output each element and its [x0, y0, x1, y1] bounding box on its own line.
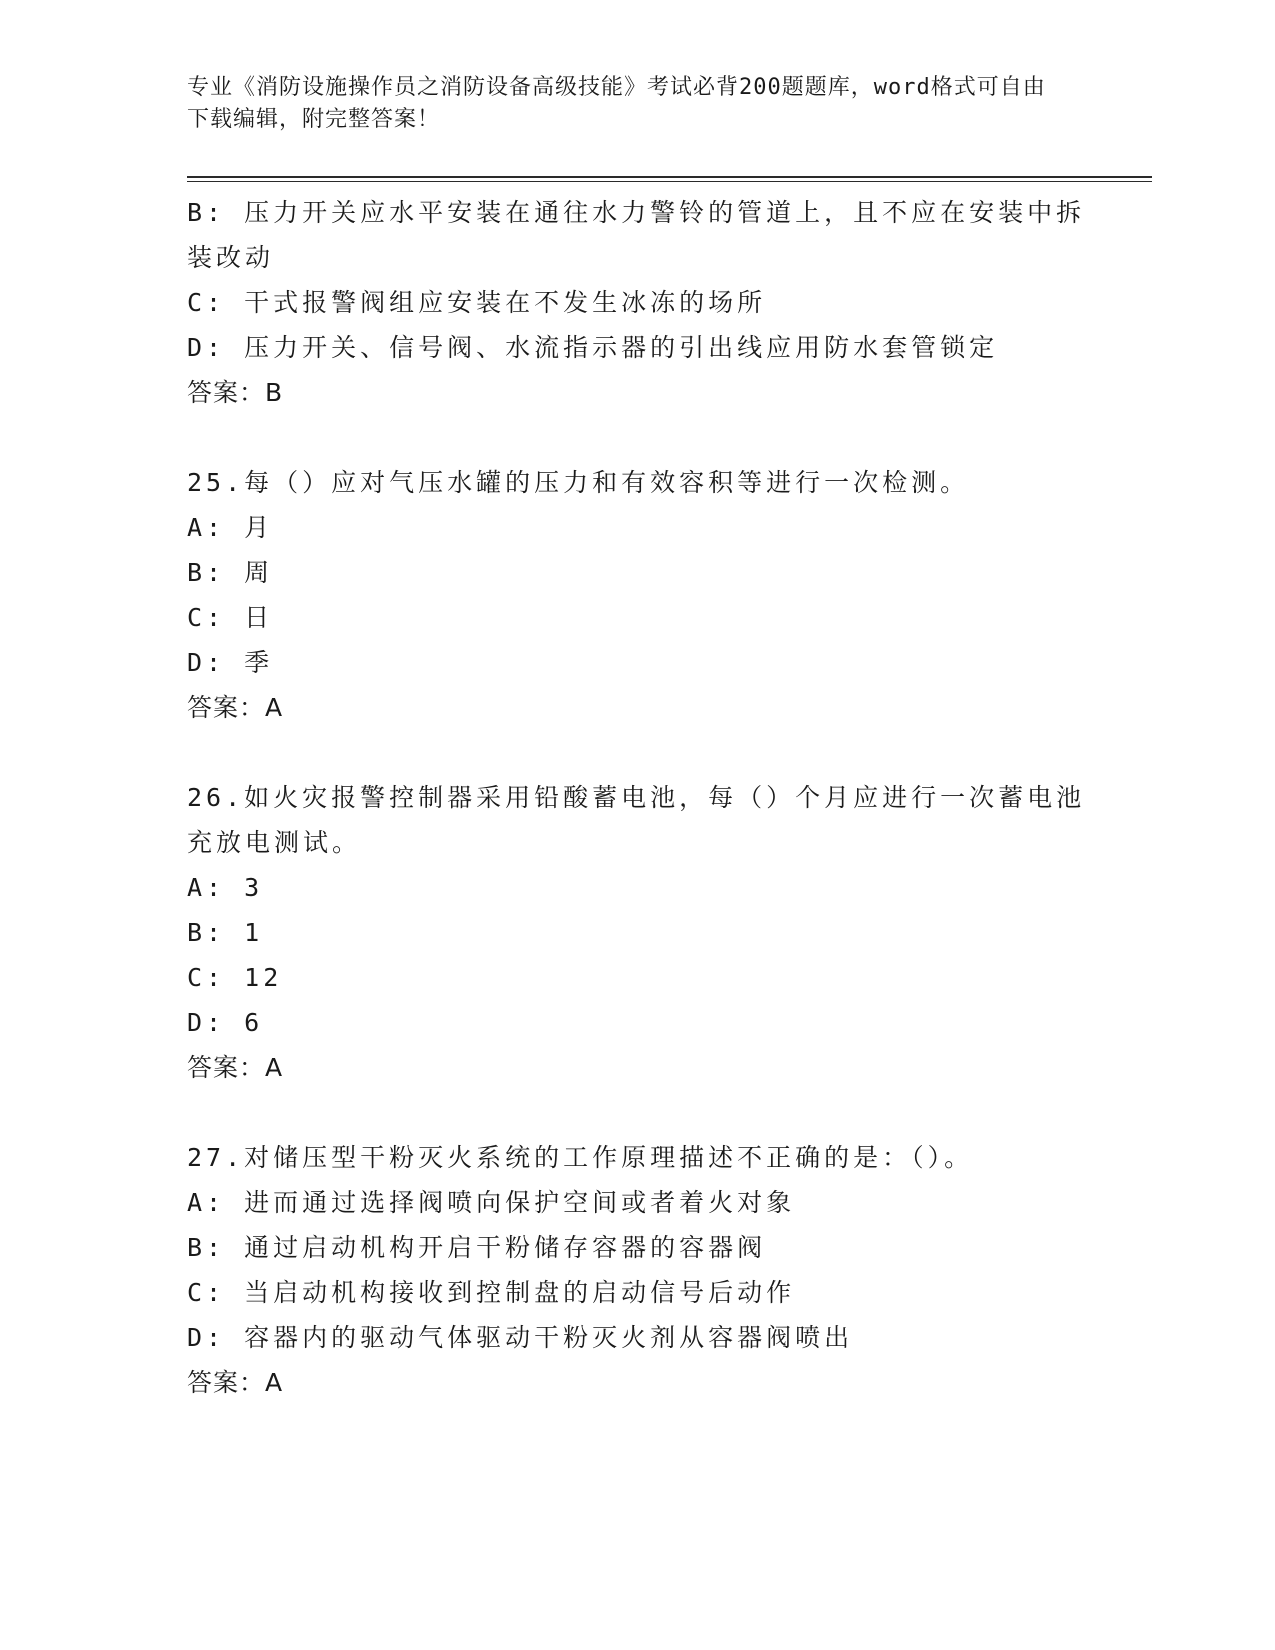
question-stem: 27.对储压型干粉灭火系统的工作原理描述不正确的是：（）。: [187, 1143, 974, 1172]
option-a: A: 月: [187, 513, 274, 542]
option-a: A: 进而通过选择阀喷向保护空间或者着火对象: [187, 1188, 796, 1217]
answer: 答案：A: [187, 1053, 284, 1082]
option-d: D: 压力开关、信号阀、水流指示器的引出线应用防水套管锁定: [187, 333, 999, 362]
option-b: B: 1: [187, 918, 264, 947]
option-d: D: 季: [187, 648, 274, 677]
option-d: D: 容器内的驱动气体驱动干粉灭火剂从容器阀喷出: [187, 1323, 854, 1352]
question-25: [187, 460, 1087, 730]
header-divider-thin: [187, 181, 1152, 182]
question-list: [187, 190, 1087, 1405]
question-stem: 25.每（）应对气压水罐的压力和有效容积等进行一次检测。: [187, 468, 970, 497]
option-c: C: 干式报警阀组应安装在不发生冰冻的场所: [187, 288, 767, 317]
question-stem: 26.如火灾报警控制器采用铅酸蓄电池，每（）个月应进行一次蓄电池充放电测试。: [187, 783, 1086, 857]
option-c: C: 日: [187, 603, 274, 632]
option-c: C: 12: [187, 963, 283, 992]
option-b: B: 周: [187, 558, 274, 587]
answer: 答案：A: [187, 1368, 284, 1397]
question-24-continued: [187, 190, 1087, 415]
question-26: [187, 775, 1087, 1090]
option-a: A: 3: [187, 873, 264, 902]
header-divider-thick: [187, 176, 1152, 178]
question-27: [187, 1135, 1087, 1405]
answer: 答案：A: [187, 693, 284, 722]
option-b: B: 压力开关应水平安装在通往水力警铃的管道上，且不应在安装中拆装改动: [187, 198, 1086, 272]
document-header: 专业《消防设施操作员之消防设备高级技能》考试必背200题题库，word格式可自由下载编辑，附完整答案！: [187, 75, 1046, 132]
option-b: B: 通过启动机构开启干粉储存容器的容器阀: [187, 1233, 767, 1262]
answer: 答案：B: [187, 378, 284, 407]
option-c: C: 当启动机构接收到控制盘的启动信号后动作: [187, 1278, 796, 1307]
option-d: D: 6: [187, 1008, 264, 1037]
